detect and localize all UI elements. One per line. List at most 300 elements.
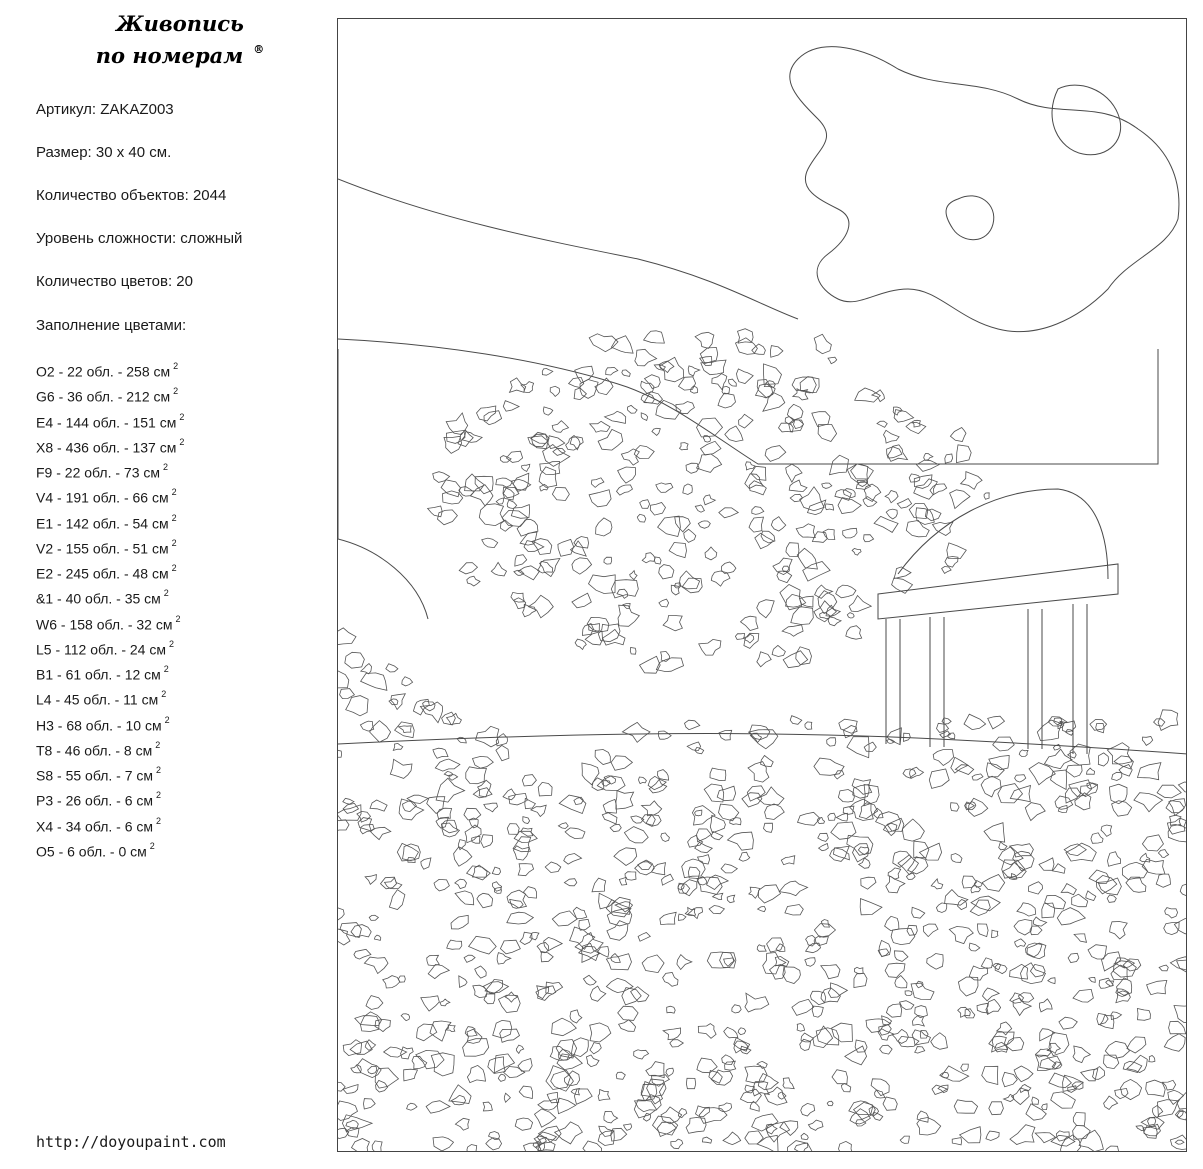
- foliage-region: [574, 797, 584, 804]
- foliage-region: [961, 1064, 969, 1071]
- foliage-region: [607, 921, 628, 941]
- foliage-region: [1073, 1046, 1090, 1063]
- foliage-region: [579, 919, 590, 930]
- foliage-region: [727, 895, 735, 903]
- foliage-region: [821, 920, 829, 928]
- foliage-region: [718, 393, 736, 408]
- foliage-region: [486, 1138, 502, 1150]
- foliage-region: [496, 498, 503, 504]
- foliage-region: [535, 1109, 556, 1127]
- foliage-region: [1165, 908, 1178, 918]
- color-count: Количество цветов: 20: [36, 273, 193, 290]
- foliage-region: [912, 1030, 930, 1045]
- foliage-region: [376, 1080, 388, 1092]
- foliage-region: [750, 1101, 759, 1111]
- foliage-region: [704, 784, 724, 802]
- foliage-region: [838, 498, 861, 514]
- foliage-region: [995, 1042, 1008, 1052]
- square-unit-mark: 2: [171, 563, 177, 573]
- foliage-region: [1030, 926, 1042, 935]
- foliage-region: [1093, 1067, 1105, 1080]
- foliage-region: [658, 516, 681, 536]
- foliage-region: [805, 958, 816, 967]
- foliage-region: [900, 1136, 909, 1143]
- foliage-region: [606, 978, 633, 992]
- foliage-region: [572, 558, 592, 574]
- foliage-region: [745, 1066, 767, 1083]
- foliage-region: [364, 1099, 376, 1109]
- temple-column-1: [886, 619, 900, 744]
- foliage-region: [449, 1085, 471, 1104]
- foliage-region: [686, 1118, 706, 1134]
- foliage-region: [1010, 993, 1024, 1003]
- square-unit-mark: 2: [171, 512, 177, 523]
- foliage-region: [360, 825, 374, 834]
- foliage-region: [903, 819, 925, 841]
- foliage-region: [906, 520, 929, 536]
- foliage-region: [467, 1145, 477, 1153]
- foliage-region: [719, 508, 739, 518]
- foliage-region: [1032, 1097, 1039, 1104]
- foliage-region: [635, 1095, 662, 1112]
- foliage-region: [570, 1010, 582, 1023]
- foliage-region: [978, 924, 989, 937]
- foliage-region: [525, 798, 536, 808]
- foliage-region: [739, 852, 750, 861]
- foliage-region: [442, 712, 456, 725]
- foliage-region: [951, 854, 962, 863]
- foliage-region: [1072, 894, 1088, 907]
- foliage-region: [797, 548, 817, 569]
- color-fill-text: G6 - 36 обл. - 212 см: [36, 388, 171, 405]
- foliage-region: [915, 1047, 925, 1054]
- foliage-region: [515, 1118, 532, 1130]
- foliage-region: [1061, 884, 1076, 895]
- foliage-region: [1025, 803, 1045, 821]
- foliage-region: [712, 374, 727, 390]
- foliage-region: [711, 571, 730, 586]
- foliage-region: [399, 726, 412, 733]
- foliage-region: [1042, 1104, 1047, 1110]
- foliage-region: [372, 1141, 382, 1152]
- foliage-region: [370, 827, 390, 839]
- foliage-region: [929, 769, 949, 788]
- foliage-region: [513, 846, 529, 860]
- foliage-region: [710, 815, 725, 833]
- foliage-region: [642, 553, 655, 563]
- foliage-region: [927, 954, 944, 970]
- color-fill-text: B1 - 61 обл. - 12 см: [36, 666, 161, 683]
- foliage-region: [797, 1024, 805, 1032]
- foliage-region: [1164, 1034, 1185, 1052]
- foliage-region: [663, 973, 678, 987]
- foliage-region: [389, 699, 398, 705]
- foliage-region: [597, 776, 625, 791]
- foliage-region: [393, 743, 403, 750]
- foliage-region: [343, 1085, 358, 1094]
- foliage-region: [818, 425, 837, 442]
- foliage-region: [885, 916, 899, 930]
- foliage-region: [749, 517, 764, 532]
- foliage-region: [893, 851, 911, 867]
- fill-heading: Заполнение цветами:: [36, 317, 187, 334]
- foliage-region: [496, 478, 513, 487]
- foliage-region: [1053, 864, 1066, 874]
- foliage-region: [1089, 977, 1095, 982]
- foliage-region: [638, 933, 650, 942]
- foliage-region: [515, 555, 527, 566]
- foliage-region: [589, 575, 616, 594]
- foliage-region: [941, 1066, 968, 1081]
- foliage-region: [1065, 788, 1080, 803]
- foliage-region: [641, 413, 648, 421]
- foliage-region: [983, 988, 1000, 1001]
- foliage-region: [832, 1023, 853, 1042]
- foliage-region: [1059, 1017, 1077, 1029]
- foliage-region: [1091, 833, 1103, 844]
- foliage-region: [523, 817, 530, 824]
- foliage-region: [1004, 1094, 1014, 1101]
- foliage-region: [933, 750, 953, 766]
- foliage-region: [338, 1082, 345, 1091]
- foliage-region: [948, 733, 955, 739]
- foliage-region: [1006, 1038, 1023, 1051]
- foliage-region: [891, 928, 915, 944]
- foliage-region: [1149, 1056, 1155, 1063]
- foliage-region: [522, 464, 530, 471]
- foliage-region: [671, 1139, 683, 1149]
- foliage-region: [513, 473, 529, 490]
- foliage-region: [1156, 874, 1170, 887]
- foliage-region: [1148, 1118, 1156, 1126]
- foliage-region: [503, 401, 519, 412]
- foliage-region: [1112, 801, 1132, 817]
- foliage-region: [786, 594, 806, 607]
- foliage-region: [644, 331, 665, 343]
- foliage-region: [828, 357, 837, 364]
- foliage-region: [814, 334, 831, 353]
- foliage-region: [752, 507, 764, 515]
- foliage-region: [622, 722, 650, 742]
- foliage-region: [616, 791, 634, 810]
- foliage-region: [603, 799, 616, 813]
- square-unit-mark: 2: [171, 487, 177, 498]
- foliage-region: [1014, 920, 1032, 936]
- foliage-region: [767, 938, 784, 952]
- foliage-region: [398, 976, 405, 982]
- foliage-region: [722, 386, 730, 394]
- foliage-region: [883, 823, 897, 835]
- foliage-region: [850, 1109, 870, 1124]
- foliage-region: [1039, 999, 1052, 1012]
- foliage-region: [617, 485, 633, 495]
- foliage-region: [624, 1124, 632, 1131]
- foliage-region: [823, 529, 835, 539]
- foliage-region: [688, 366, 700, 376]
- foliage-region: [433, 1137, 454, 1151]
- foliage-region: [866, 1019, 891, 1033]
- foliage-region: [611, 1128, 627, 1141]
- foliage-region: [783, 651, 808, 668]
- foliage-region: [558, 539, 574, 556]
- foliage-region: [658, 770, 669, 781]
- foliage-region: [1140, 853, 1150, 862]
- foliage-region: [723, 1132, 741, 1145]
- foliage-region: [504, 1093, 510, 1102]
- foliage-region: [721, 864, 737, 873]
- foliage-region: [766, 1122, 789, 1142]
- color-fill-text: V2 - 155 обл. - 51 см: [36, 540, 169, 557]
- foliage-region: [765, 1087, 788, 1105]
- website-link[interactable]: http://doyoupaint.com: [36, 1133, 226, 1151]
- foliage-region: [864, 484, 881, 501]
- foliage-region: [1116, 991, 1131, 1003]
- cloud-outline: [790, 47, 1179, 332]
- foliage-region: [763, 393, 785, 412]
- square-unit-mark: 2: [179, 436, 185, 447]
- foliage-region: [662, 874, 674, 885]
- foliage-region: [686, 1078, 695, 1088]
- square-unit-mark: 2: [161, 689, 167, 700]
- foliage-region: [724, 1027, 738, 1038]
- square-unit-mark: 2: [149, 840, 155, 851]
- foliage-region: [790, 716, 802, 725]
- foliage-region: [855, 388, 881, 402]
- foliage-region: [1049, 1073, 1072, 1088]
- foliage-region: [611, 954, 621, 963]
- foliage-region: [828, 813, 836, 820]
- foliage-region: [814, 601, 837, 622]
- foliage-region: [1010, 786, 1030, 802]
- foliage-region: [1079, 1130, 1103, 1152]
- foliage-region: [640, 656, 661, 673]
- foliage-region: [787, 404, 803, 420]
- object-count: Количество объектов: 2044: [36, 187, 227, 204]
- foliage-region: [682, 578, 702, 593]
- foliage-region: [1157, 785, 1181, 798]
- foliage-region: [876, 812, 901, 833]
- foliage-region: [660, 912, 676, 924]
- foliage-region: [682, 859, 706, 878]
- foliage-region: [598, 1090, 610, 1101]
- foliage-region: [1027, 943, 1046, 959]
- foliage-region: [511, 592, 525, 602]
- horizon-line: [338, 179, 798, 319]
- foliage-region: [1072, 1082, 1083, 1089]
- foliage-region: [853, 784, 869, 798]
- foliage-region: [830, 455, 849, 475]
- foliage-region: [697, 1058, 717, 1073]
- foliage-region: [761, 756, 774, 767]
- foliage-region: [782, 625, 803, 637]
- foliage-region: [748, 762, 769, 783]
- foliage-region: [610, 824, 621, 831]
- foliage-region: [843, 528, 857, 538]
- foliage-region: [357, 811, 371, 822]
- foliage-region: [436, 778, 465, 802]
- foliage-region: [492, 867, 500, 874]
- foliage-region: [440, 999, 450, 1006]
- foliage-region: [558, 823, 568, 829]
- foliage-region: [950, 490, 970, 509]
- foliage-region: [801, 1133, 808, 1139]
- foliage-region: [783, 1078, 794, 1089]
- foliage-region: [885, 491, 898, 503]
- foliage-region: [1142, 835, 1163, 851]
- foliage-region: [1107, 743, 1132, 764]
- foliage-region: [849, 596, 871, 612]
- foliage-region: [541, 952, 553, 962]
- foliage-region: [836, 813, 847, 821]
- color-fill-item: [36, 762, 184, 787]
- temple-dome: [898, 489, 1108, 579]
- foliage-region: [595, 378, 613, 395]
- foliage-region: [801, 1103, 815, 1116]
- color-fill-item: [36, 787, 184, 812]
- foliage-region: [455, 891, 474, 905]
- square-unit-mark: 2: [163, 462, 169, 472]
- foliage-region: [789, 420, 804, 432]
- foliage-region: [545, 862, 561, 873]
- foliage-region: [616, 1072, 625, 1079]
- foliage-region: [746, 462, 755, 470]
- foliage-region: [871, 1079, 889, 1096]
- foliage-region: [427, 797, 445, 814]
- color-fill-text: P3 - 26 обл. - 6 см: [36, 792, 154, 809]
- foliage-region: [1177, 1112, 1187, 1120]
- foliage-region: [1087, 768, 1095, 774]
- foliage-region: [493, 882, 502, 892]
- foliage-region: [695, 842, 713, 852]
- square-unit-mark: 2: [173, 361, 179, 371]
- foliage-region: [1126, 877, 1146, 892]
- foliage-region: [574, 1089, 592, 1104]
- foliage-region: [808, 1120, 823, 1130]
- foliage-region: [958, 900, 967, 910]
- foliage-region: [482, 538, 498, 548]
- square-unit-mark: 2: [175, 613, 181, 624]
- foliage-region: [735, 633, 744, 639]
- foliage-region: [698, 521, 710, 528]
- foliage-region: [1055, 796, 1073, 809]
- foliage-region: [459, 563, 477, 574]
- foliage-region: [758, 885, 780, 903]
- foliage-region: [942, 718, 951, 724]
- foliage-region: [417, 1024, 437, 1041]
- foliage-region: [345, 652, 365, 668]
- foliage-region: [466, 767, 487, 784]
- foliage-region: [683, 484, 693, 495]
- color-fill-text: O2 - 22 обл. - 258 см: [36, 363, 171, 380]
- foliage-region: [575, 639, 586, 649]
- foliage-region: [368, 1066, 377, 1073]
- foliage-region: [634, 1050, 649, 1059]
- foliage-region: [640, 500, 650, 509]
- foliage-region: [677, 955, 692, 970]
- foliage-region: [752, 1114, 778, 1131]
- foliage-region: [1158, 850, 1168, 858]
- foliage-region: [571, 1038, 588, 1057]
- canvas-size: Размер: 30 х 40 см.: [36, 144, 172, 161]
- foliage-region: [661, 833, 670, 842]
- foliage-region: [421, 996, 440, 1011]
- foliage-region: [783, 967, 801, 984]
- foliage-region: [659, 599, 669, 607]
- color-fill-text: H3 - 68 обл. - 10 см: [36, 717, 162, 734]
- foliage-region: [484, 994, 495, 1004]
- foliage-region: [757, 380, 775, 398]
- foliage-region: [1040, 1029, 1055, 1041]
- color-fill-item: [36, 358, 184, 383]
- foliage-region: [369, 915, 378, 920]
- foliage-region: [433, 748, 448, 758]
- foliage-region: [997, 1022, 1012, 1035]
- registered-mark: ®: [253, 43, 265, 56]
- color-fill-item: [36, 813, 184, 838]
- foliage-region: [656, 483, 673, 493]
- foliage-region: [1112, 772, 1122, 780]
- foliage-region: [679, 571, 700, 589]
- color-fill-item: [36, 434, 184, 459]
- foliage-region: [863, 497, 877, 507]
- foliage-region: [521, 828, 533, 836]
- foliage-region: [678, 1109, 686, 1118]
- foliage-region: [949, 927, 973, 944]
- foliage-region: [749, 730, 778, 749]
- foliage-region: [749, 481, 766, 495]
- foliage-region: [604, 1111, 618, 1123]
- temple-roof: [878, 564, 1118, 619]
- foliage-region: [441, 480, 460, 497]
- foliage-region: [819, 844, 829, 851]
- foliage-region: [652, 863, 666, 875]
- foliage-region: [1134, 793, 1163, 812]
- foliage-region: [719, 730, 732, 740]
- foliage-region: [618, 1006, 638, 1020]
- foliage-region: [548, 436, 565, 449]
- square-unit-mark: 2: [169, 638, 175, 649]
- foliage-region: [500, 940, 520, 954]
- foliage-region: [796, 647, 812, 665]
- color-fill-text: O5 - 6 обл. - 0 см: [36, 843, 147, 860]
- color-fill-item: [36, 535, 184, 560]
- foliage-region: [883, 1097, 897, 1110]
- foliage-region: [427, 955, 440, 965]
- foliage-region: [667, 1006, 676, 1013]
- line-art-drawing: [338, 19, 1187, 1152]
- foliage-region: [1175, 1140, 1184, 1144]
- foliage-region: [621, 449, 639, 465]
- foliage-region: [552, 911, 577, 926]
- foliage-region: [467, 1065, 485, 1082]
- foliage-region: [1015, 939, 1026, 947]
- foliage-region: [1147, 980, 1167, 994]
- foliage-region: [469, 936, 497, 954]
- foliage-region: [338, 628, 356, 645]
- brand-line-2-text: по номерам: [95, 43, 244, 68]
- foliage-region: [1018, 993, 1033, 1003]
- foliage-region: [1026, 1104, 1046, 1120]
- foliage-region: [596, 518, 612, 536]
- foliage-region: [451, 1095, 465, 1105]
- foliage-region: [810, 991, 825, 1004]
- foliage-region: [945, 890, 968, 906]
- foliage-region: [614, 848, 637, 866]
- foliage-region: [757, 945, 766, 952]
- foliage-region: [421, 858, 431, 869]
- foliage-region: [818, 833, 829, 841]
- foliage-region: [652, 428, 660, 435]
